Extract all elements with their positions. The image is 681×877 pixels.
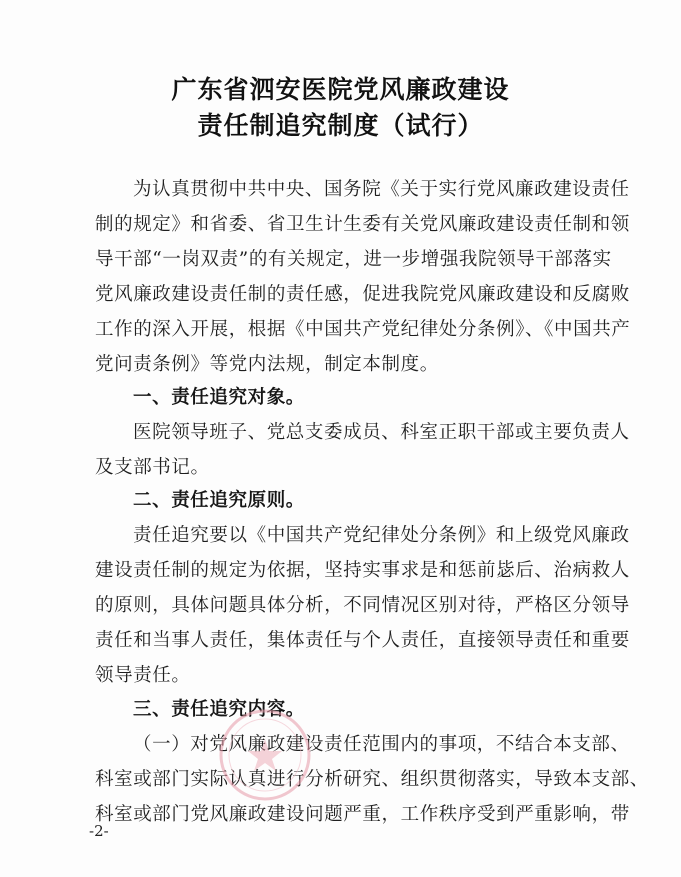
paragraph-1-line: 制的规定》和省委、省卫生计生委有关党风廉政建设责任制和领 (95, 214, 630, 235)
paragraph-3-line: 领导责任。 (95, 665, 191, 686)
paragraph-4-line: 科室或部门实际认真进行分析研究、组织贯彻落实，导致本支部、 (95, 769, 649, 790)
paragraph-1-line: 党问责条例》等党内法规，制定本制度。 (95, 354, 439, 375)
paragraph-1-line: 为认真贯彻中共中央、国务院《关于实行党风廉政建设责任 (133, 179, 630, 200)
page-number: -2- (89, 822, 109, 840)
paragraph-2-line: 及支部书记。 (95, 457, 210, 478)
paragraph-3-line: 的原则，具体问题具体分析，不同情况区别对待，严格区分领导 (95, 595, 630, 616)
seal-stamp-icon (215, 705, 315, 805)
section-heading-1: 一、责任追究对象。 (133, 387, 305, 408)
document-title-line-1: 广东省泗安医院党风廉政建设 (171, 75, 510, 104)
section-heading-3: 三、责任追究内容。 (133, 699, 305, 720)
paragraph-3-line: 责任和当事人责任，集体责任与个人责任，直接领导责任和重要 (95, 630, 630, 651)
paragraph-1-line: 导干部“一岗双责”的有关规定，进一步增强我院领导干部落实 (95, 249, 612, 270)
paragraph-1-line: 工作的深入开展，根据《中国共产党纪律处分条例》、《中国共产 (95, 319, 631, 340)
paragraph-3-line: 建设责任制的规定为依据，坚持实事求是和惩前毖后、治病救人 (95, 560, 630, 581)
paragraph-2-line: 医院领导班子、党总支委成员、科室正职干部或主要负责人 (133, 422, 630, 443)
document-title-line-2: 责任制追究制度（试行） (197, 111, 484, 140)
section-heading-2: 二、责任追究原则。 (133, 490, 305, 511)
paragraph-4-line: 科室或部门党风廉政建设问题严重，工作秩序受到严重影响，带 (95, 804, 630, 825)
paragraph-3-line: 责任追究要以《中国共产党纪律处分条例》和上级党风廉政 (133, 525, 630, 546)
paragraph-1-line: 党风廉政建设责任制的责任感，促进我院党风廉政建设和反腐败 (95, 284, 630, 305)
paragraph-4-line: （一）对党风廉政建设责任范围内的事项，不结合本支部、 (133, 734, 630, 755)
